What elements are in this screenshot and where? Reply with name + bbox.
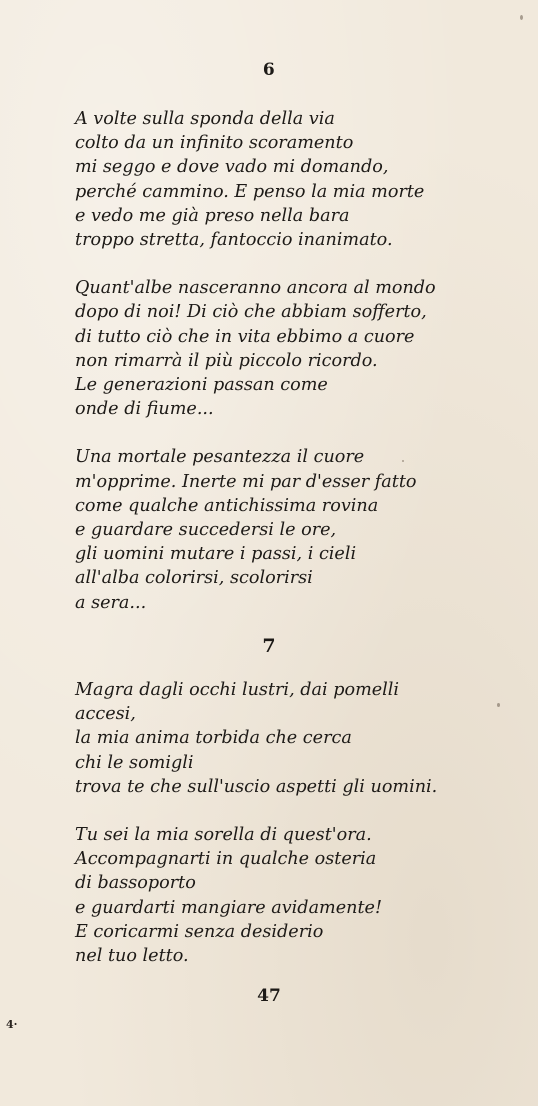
verse-line: non rimarrà il più piccolo ricordo. xyxy=(75,350,378,371)
verse-line: Le generazioni passan come xyxy=(75,375,328,396)
verse-line: E coricarmi senza desiderio xyxy=(75,921,324,942)
stanza xyxy=(75,445,525,614)
verse-line: Accompagnarti in qualche osteria xyxy=(75,849,377,870)
verse-line: di bassoporto xyxy=(75,873,196,894)
verse-line: accesi, xyxy=(75,704,136,725)
verse-line: a sera... xyxy=(75,592,147,613)
verse-line: Quant'albe nasceranno ancora al mondo xyxy=(75,278,436,299)
paper-speck xyxy=(520,15,523,20)
verse-line: mi seggo e dove vado mi domando, xyxy=(75,157,389,178)
poem-6 xyxy=(75,107,525,639)
poem-number-heading: 7 xyxy=(262,635,276,657)
verse-line: Una mortale pesantezza il cuore xyxy=(75,447,365,468)
verse-line: e vedo me già preso nella bara xyxy=(75,205,350,226)
verse-line: di tutto ciò che in vita ebbimo a cuore xyxy=(75,326,415,347)
verse-line: e guardarti mangiare avidamente! xyxy=(75,897,383,918)
poem-7 xyxy=(75,678,525,992)
paper-speck xyxy=(497,703,500,707)
verse-line: Magra dagli occhi lustri, dai pomelli xyxy=(75,680,400,700)
verse-line: come qualche antichissima rovina xyxy=(75,495,379,516)
verse-line: troppo stretta, fantoccio inanimato. xyxy=(75,230,393,251)
stanza xyxy=(75,107,525,252)
verse-line: onde di fiume... xyxy=(75,399,214,420)
verse-line: Tu sei la mia sorella di quest'ora. xyxy=(75,825,372,846)
poem-number-heading: 6 xyxy=(262,60,276,80)
verse-line: chi le somigli xyxy=(75,752,194,773)
paper-speck xyxy=(402,460,404,462)
verse-line: nel tuo letto. xyxy=(75,946,189,967)
stanza xyxy=(75,678,525,799)
verse-line: trova te che sull'uscio aspetti gli uomini. xyxy=(75,776,438,797)
verse-line: dopo di noi! Di ciò che abbiam sofferto, xyxy=(75,302,427,323)
verse-line: colto da un infinito scoramento xyxy=(75,133,354,154)
stanza xyxy=(75,276,525,421)
stanza xyxy=(75,823,525,968)
verse-line: A volte sulla sponda della via xyxy=(75,109,335,129)
printer-signature-mark: 4· xyxy=(6,1018,18,1031)
page-number: 47 xyxy=(257,986,281,1006)
verse-line: m'opprime. Inerte mi par d'esser fatto xyxy=(75,471,417,492)
verse-line: la mia anima torbida che cerca xyxy=(75,728,352,749)
verse-line: gli uomini mutare i passi, i cieli xyxy=(75,544,357,565)
verse-line: all'alba colorirsi, scolorirsi xyxy=(75,568,313,589)
verse-line: e guardare succedersi le ore, xyxy=(75,520,337,541)
verse-line: perché cammino. E penso la mia morte xyxy=(75,181,425,202)
